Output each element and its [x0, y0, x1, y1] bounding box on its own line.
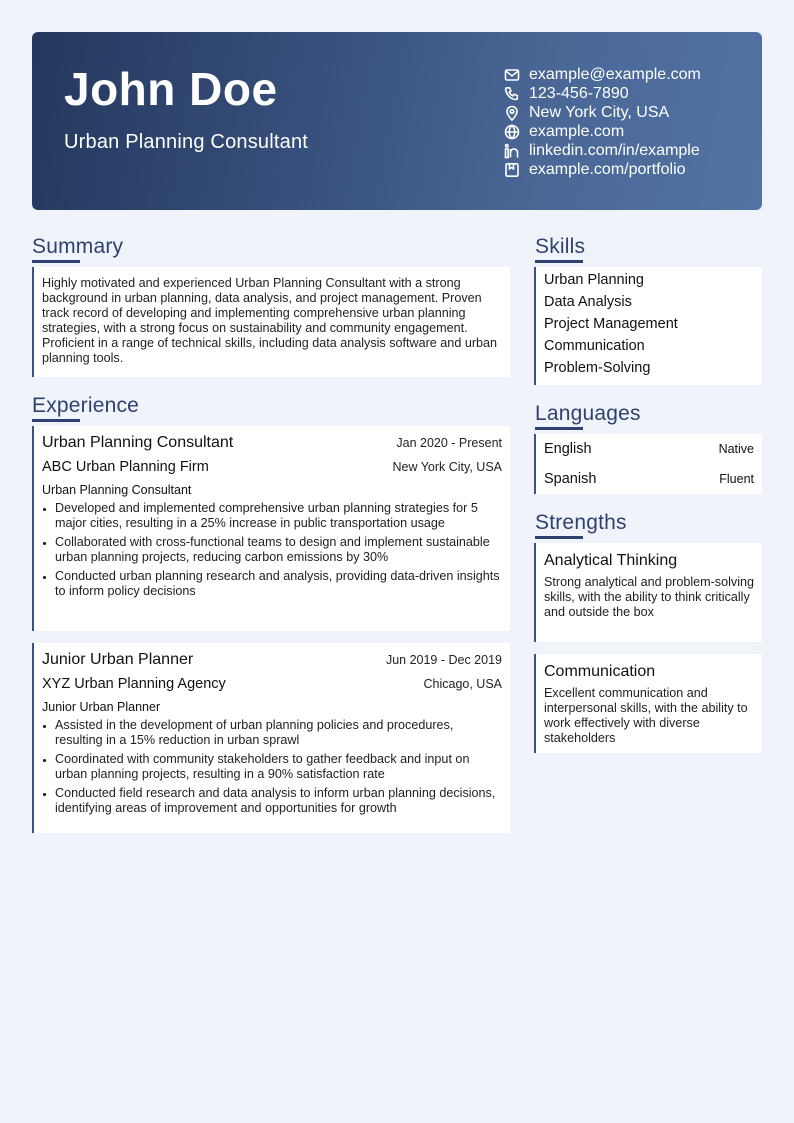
globe-icon	[504, 124, 520, 140]
portfolio-icon	[504, 162, 520, 178]
languages-card	[534, 434, 762, 494]
language-name: Spanish	[544, 471, 597, 487]
candidate-name: John Doe	[64, 63, 278, 115]
strength-name: Communication	[544, 663, 656, 680]
language-row	[536, 464, 762, 494]
language-row	[536, 434, 762, 464]
job-dates: Jun 2019 - Dec 2019	[385, 653, 502, 667]
languages-heading-rule	[535, 427, 583, 430]
contact-portfolio[interactable]	[504, 160, 701, 179]
skill-item: Project Management	[544, 316, 678, 332]
contact-email-text: example@example.com	[529, 65, 701, 83]
summary-heading-rule	[32, 260, 80, 263]
language-name: English	[544, 441, 592, 457]
experience-item	[32, 643, 510, 833]
job-company: XYZ Urban Planning Agency	[42, 676, 226, 692]
contact-portfolio-text: example.com/portfolio	[529, 160, 686, 178]
job-bullet: Collaborated with cross-functional teams to design and implement sustainable urban planning projects, reducing carbon emissions by 30%	[42, 535, 502, 565]
skills-heading-rule	[535, 260, 583, 263]
skills-card	[534, 267, 762, 385]
job-location: New York City, USA	[392, 460, 502, 474]
summary-text: Highly motivated and experienced Urban Planning Consultant with a strong background in urban planning, data analysis, and project management. Proven track record of developing and implementing comprehensive urban planning strategies, with a strong focus on sustainability and community engagement. Proficient in a range of technical skills, including data analysis software and urban planning tools.	[42, 276, 498, 365]
job-bullets	[42, 718, 502, 816]
job-title: Urban Planning Consultant	[42, 434, 234, 451]
contact-phone[interactable]	[504, 84, 701, 103]
contact-website-text: example.com	[529, 122, 625, 140]
skill-item: Urban Planning	[544, 272, 644, 288]
contact-email[interactable]	[504, 65, 701, 84]
skill-item: Data Analysis	[544, 294, 632, 310]
contact-phone-text: 123-456-7890	[529, 84, 629, 102]
experience-heading: Experience	[32, 394, 140, 417]
mail-icon	[504, 67, 520, 83]
skills-heading: Skills	[535, 235, 586, 258]
language-level: Fluent	[719, 472, 754, 486]
job-bullet: Developed and implemented comprehensive urban planning strategies for 5 major cities, resulting in a 25% increase in public transportation usage	[42, 501, 502, 531]
job-location: Chicago, USA	[423, 677, 502, 691]
contact-linkedin-text: linkedin.com/in/example	[529, 141, 700, 159]
experience-heading-rule	[32, 419, 80, 422]
candidate-title: Urban Planning Consultant	[64, 131, 309, 153]
job-role: Urban Planning Consultant	[42, 483, 192, 497]
job-title: Junior Urban Planner	[42, 651, 194, 668]
job-role: Junior Urban Planner	[42, 700, 161, 714]
job-bullet: Assisted in the development of urban planning policies and procedures, resulting in a 15% reduction in urban sprawl	[42, 718, 502, 748]
job-bullet: Conducted field research and data analysis to inform urban planning decisions, identifying areas of improvement and opportunities for growth	[42, 786, 502, 816]
strength-description: Strong analytical and problem-solving skills, with the ability to think critically and outside the box	[544, 575, 755, 619]
job-bullet: Conducted urban planning research and analysis, providing data-driven insights to inform policy decisions	[42, 569, 502, 599]
strengths-heading-rule	[535, 536, 583, 539]
strength-description: Excellent communication and interpersonal skills, with the ability to work effectively with diverse stakeholders	[544, 686, 748, 745]
strength-name: Analytical Thinking	[544, 552, 678, 569]
contact-list	[504, 65, 701, 179]
contact-location-text: New York City, USA	[529, 103, 670, 121]
phone-icon	[504, 86, 520, 102]
experience-item	[32, 426, 510, 631]
job-dates: Jan 2020 - Present	[396, 436, 502, 450]
language-level: Native	[718, 442, 754, 456]
job-bullets	[42, 501, 502, 599]
job-bullet: Coordinated with community stakeholders to gather feedback and input on urban planning projects, resulting in a 90% satisfaction rate	[42, 752, 502, 782]
contact-linkedin[interactable]	[504, 141, 701, 160]
resume-header	[32, 32, 762, 210]
strengths-heading: Strengths	[535, 511, 627, 534]
languages-heading: Languages	[535, 402, 641, 425]
strength-card	[534, 654, 762, 753]
skill-item: Communication	[544, 338, 645, 354]
strength-card	[534, 543, 762, 642]
contact-website[interactable]	[504, 122, 701, 141]
contact-location	[504, 103, 701, 122]
skill-item: Problem-Solving	[544, 360, 651, 376]
summary-heading: Summary	[32, 235, 124, 258]
linkedin-icon	[504, 143, 520, 159]
location-pin-icon	[504, 105, 520, 121]
job-company: ABC Urban Planning Firm	[42, 459, 209, 475]
summary-card	[32, 267, 510, 377]
